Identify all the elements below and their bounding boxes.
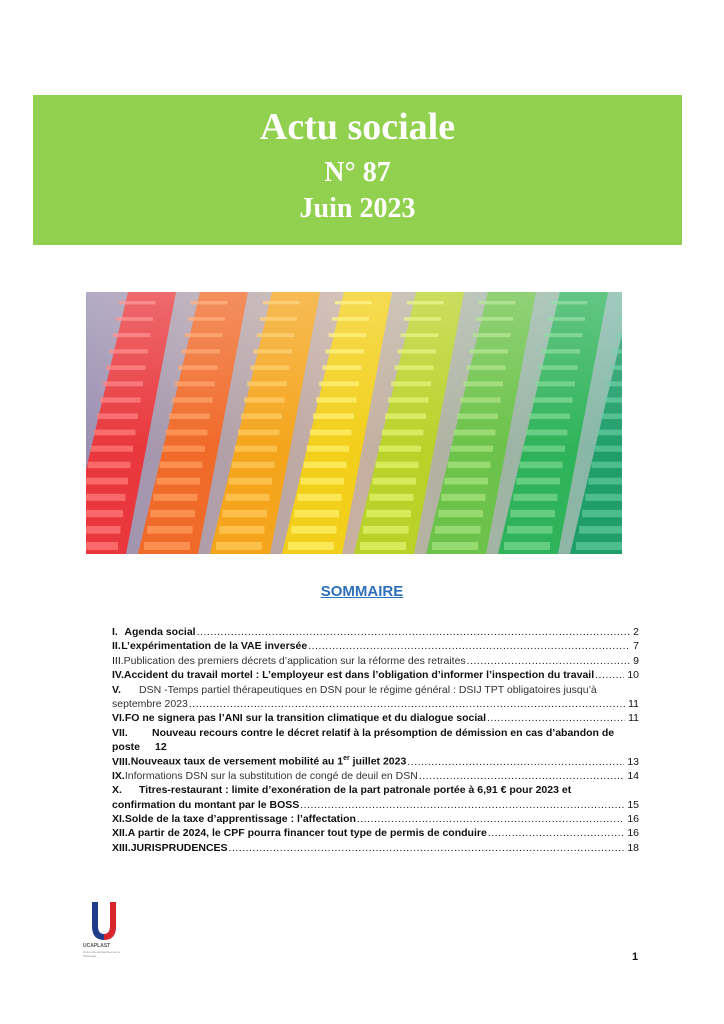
toc-label: Accident du travail mortel : L’employeur est dans l’obligation d’informer l’inspection du travail [123, 669, 595, 682]
toc-leader [300, 799, 624, 812]
toc-number: XIII. [112, 841, 131, 854]
toc-label: Publication des premiers décrets d’application sur la réforme des retraites [123, 654, 466, 667]
toc-page: 16 [627, 813, 639, 826]
toc-page: 16 [627, 827, 639, 840]
toc-page: 7 [633, 640, 639, 653]
toc-leader [197, 626, 631, 639]
toc-item-7[interactable] [112, 727, 639, 740]
toc-label: JURISPRUDENCES [130, 841, 228, 854]
toc-number: II. [112, 640, 121, 653]
cover-image [86, 292, 622, 554]
ucaplast-logo [84, 898, 124, 946]
toc-label: A partir de 2024, le CPF pourra financer tout type de permis de conduire [127, 827, 487, 840]
toc-item-5[interactable] [112, 684, 639, 697]
toc-number: VI. [112, 712, 125, 725]
toc-page: 2 [633, 626, 639, 638]
toc-leader [308, 640, 630, 653]
toc-label-continued: confirmation du montant par le BOSS [112, 798, 300, 811]
toc-item-10-continued[interactable] [112, 799, 639, 812]
toc-number: VII. [112, 726, 128, 739]
toc-item-1[interactable] [112, 626, 639, 639]
issue-date: Juin 2023 [299, 193, 416, 224]
toc-label-continued: poste [112, 741, 141, 754]
toc-item-9[interactable] [112, 770, 639, 783]
toc-number: V. [112, 683, 121, 696]
toc-page: 13 [627, 755, 639, 768]
toc-number: XI. [112, 813, 125, 826]
table-of-contents [112, 626, 639, 856]
toc-page: 9 [633, 654, 639, 667]
toc-leader [419, 770, 624, 783]
toc-number: IV. [112, 669, 124, 682]
toc-number: XII. [112, 827, 128, 840]
toc-item-6[interactable] [112, 712, 639, 725]
toc-item-5-continued[interactable] [112, 698, 639, 711]
toc-item-11[interactable] [112, 813, 639, 826]
toc-label: Informations DSN sur la substitution de congé de deuil en DSN [124, 769, 418, 782]
toc-number: III. [112, 654, 124, 667]
toc-number: I. [112, 626, 118, 638]
toc-label: Nouveau recours contre le décret relatif à la présomption de démission en cas d’abandon de [152, 726, 615, 739]
toc-number: VIII. [112, 755, 131, 768]
newsletter-title: Actu sociale [259, 106, 456, 148]
toc-number: IX. [112, 769, 125, 782]
toc-leader [595, 669, 624, 682]
toc-label: Titres-restaurant : limite d’exonération de la part patronale portée à 6,91 € pour 2023 et [139, 784, 572, 797]
toc-item-2[interactable] [112, 640, 639, 653]
toc-item-8[interactable] [112, 756, 639, 769]
toc-item-3[interactable] [112, 655, 639, 668]
page-number: 1 [632, 951, 639, 963]
toc-leader [407, 756, 624, 769]
toc-leader [357, 813, 624, 826]
toc-page: 18 [627, 841, 639, 854]
toc-item-13[interactable] [112, 842, 639, 855]
toc-label: Solde de la taxe d’apprentissage : l’affectation [124, 813, 356, 826]
logo-tagline: Union des Entreprises de la Plasturgie [83, 950, 120, 958]
toc-label: Nouveaux taux de versement mobilité au 1er juillet 2023 [130, 755, 407, 768]
issue-number: N° 87 [324, 157, 391, 188]
toc-leader [229, 842, 625, 855]
toc-page: 15 [627, 798, 639, 811]
toc-label: L’expérimentation de la VAE inversée [121, 640, 308, 653]
toc-leader [487, 712, 625, 725]
toc-page: 14 [627, 769, 639, 782]
toc-label: DSN -Temps partiel thérapeutiques en DSN pour le régime général : DSIJ TPT obligatoires jusqu’à [139, 683, 597, 696]
toc-leader [189, 698, 625, 711]
toc-label-continued: septembre 2023 [112, 697, 188, 710]
toc-page: 11 [628, 697, 639, 710]
toc-page: 11 [628, 712, 639, 725]
toc-page: 10 [627, 669, 639, 682]
toc-label: Agenda social [124, 626, 196, 638]
logo-name: UCAPLAST [83, 943, 111, 949]
title-banner [33, 95, 682, 245]
toc-number: X. [112, 784, 122, 797]
toc-item-4[interactable] [112, 669, 639, 682]
sommaire-heading: SOMMAIRE [320, 583, 404, 600]
toc-leader [488, 827, 625, 840]
toc-item-12[interactable] [112, 827, 639, 840]
toc-leader [467, 655, 630, 668]
toc-item-10[interactable] [112, 784, 639, 797]
toc-label: FO ne signera pas l’ANI sur la transition climatique et du dialogue social [124, 712, 487, 725]
toc-page: 12 [155, 741, 167, 754]
